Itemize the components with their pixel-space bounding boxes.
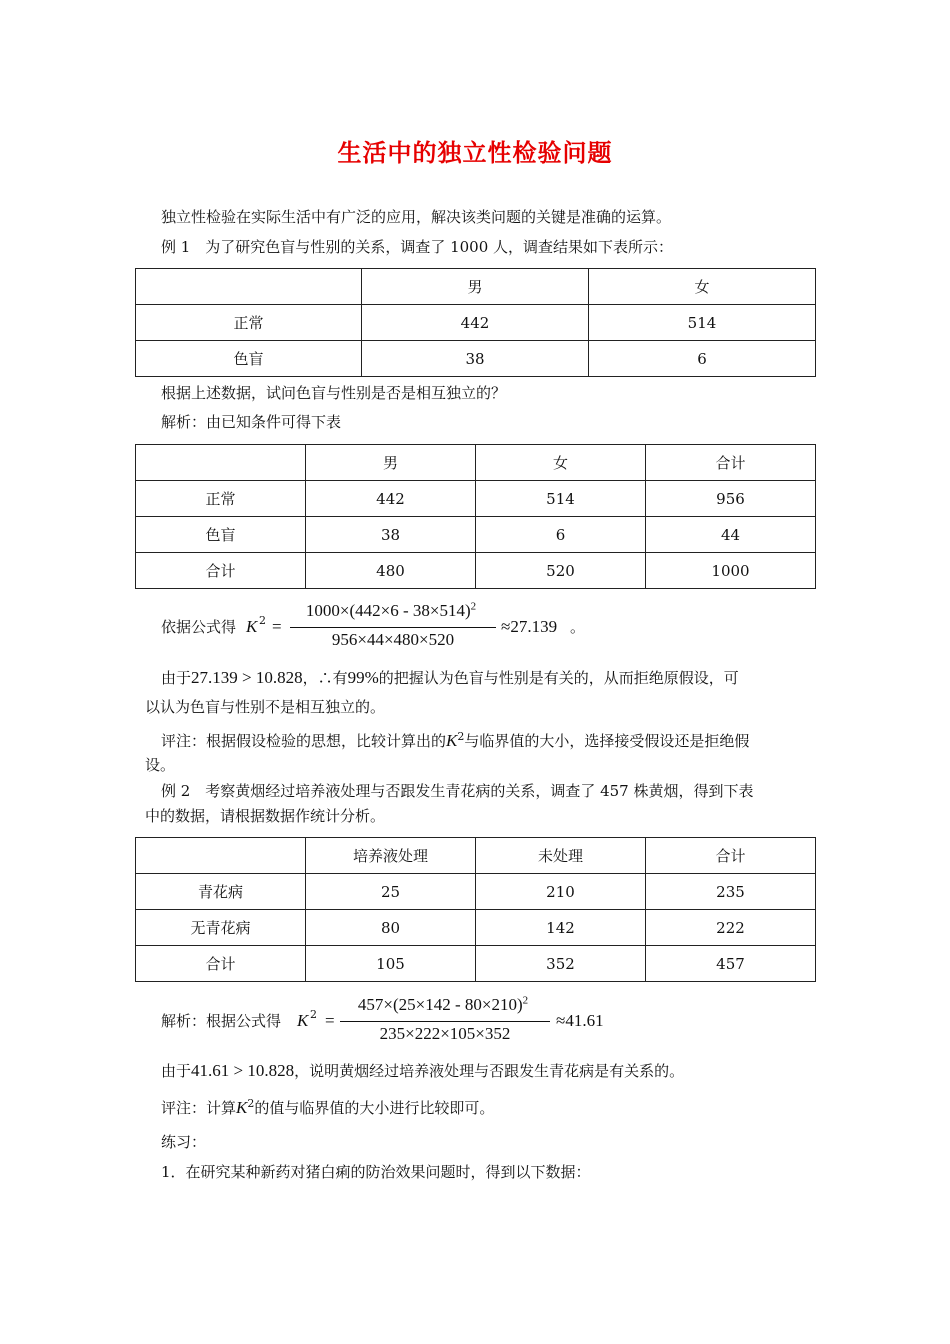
formula-prefix: 解析：根据公式得 — [161, 1012, 282, 1030]
formula-result-suffix: 。 — [570, 618, 586, 636]
table-cell: 480 — [306, 553, 476, 589]
table-row — [136, 553, 816, 589]
text-run: 的把握认为色盲与性别是有关的，从而拒绝原假设，可 — [378, 669, 739, 687]
table-cell: 442 — [306, 481, 476, 517]
example2-conclusion — [161, 1061, 684, 1081]
table-cell: 514 — [476, 481, 646, 517]
table-cell: 520 — [476, 553, 646, 589]
text-run: 由于 — [161, 1062, 192, 1080]
fraction-bar — [290, 627, 496, 628]
text-run: 与临界值的大小，选择接受假设还是拒绝假 — [464, 732, 750, 750]
table-cell: 正常 — [136, 305, 362, 341]
table-row — [136, 946, 816, 982]
comment-var: K — [446, 731, 458, 750]
table-cell: 合计 — [136, 946, 306, 982]
formula-var-exponent: 2 — [310, 1008, 317, 1021]
example1-question: 根据上述数据，试问色盲与性别是否是相互独立的？ — [161, 384, 507, 402]
intro-paragraph: 独立性检验在实际生活中有广泛的应用，解决该类问题的关键是准确的运算。 — [161, 208, 672, 226]
example1-conclusion-line1 — [161, 668, 739, 688]
comment-var: K — [236, 1098, 248, 1117]
text-run: ，∴有 — [302, 669, 348, 687]
example2-prompt-line2: 中的数据，请根据数据作统计分析。 — [145, 807, 386, 825]
table-cell: 6 — [476, 517, 646, 553]
table-cell: 未处理 — [476, 838, 646, 874]
table-cell: 514 — [589, 305, 816, 341]
numerator-exponent: 2 — [522, 994, 529, 1007]
table-row — [136, 910, 816, 946]
formula-denominator: 956×44×480×520 — [331, 630, 455, 649]
table-cell: 男 — [362, 269, 589, 305]
formula-var: K — [297, 1011, 309, 1030]
table-header-row — [136, 445, 816, 481]
table-row — [136, 341, 816, 377]
example1-table2 — [135, 444, 816, 589]
percentage: 99% — [347, 668, 379, 687]
table-cell: 女 — [476, 445, 646, 481]
table-cell: 培养液处理 — [306, 838, 476, 874]
example1-comment-line2: 设。 — [145, 756, 176, 774]
table-header-row — [136, 838, 816, 874]
text-run: 评注：根据假设检验的思想，比较计算出的 — [161, 732, 447, 750]
table-cell: 无青花病 — [136, 910, 306, 946]
text-run: 的值与临界值的大小进行比较即可。 — [254, 1099, 495, 1117]
table-cell: 210 — [476, 874, 646, 910]
table-cell: 合计 — [136, 553, 306, 589]
table-cell: 38 — [306, 517, 476, 553]
table-cell: 442 — [362, 305, 589, 341]
equals-sign: = — [272, 617, 282, 636]
table-cell: 235 — [646, 874, 816, 910]
table-header-row — [136, 269, 816, 305]
formula-var-exponent: 2 — [259, 614, 266, 627]
table-cell: 222 — [646, 910, 816, 946]
comparison: 27.139 > 10.828 — [191, 668, 303, 687]
table-row — [136, 517, 816, 553]
table-cell: 女 — [589, 269, 816, 305]
table-cell: 正常 — [136, 481, 306, 517]
example2-prompt-line1: 例 2 考察黄烟经过培养液处理与否跟发生青花病的关系，调查了 457 株黄烟，得到下表 — [161, 782, 754, 800]
example1-table1 — [135, 268, 816, 377]
table-cell: 142 — [476, 910, 646, 946]
table-cell: 105 — [306, 946, 476, 982]
example1-comment-line1 — [161, 731, 749, 751]
table-cell: 956 — [646, 481, 816, 517]
comment-var-exponent: 2 — [457, 730, 465, 743]
table-row — [136, 874, 816, 910]
table-cell: 25 — [306, 874, 476, 910]
exercise-item-1: 1．在研究某种新药对猪白痢的防治效果问题时，得到以下数据： — [161, 1163, 591, 1181]
table-cell: 38 — [362, 341, 589, 377]
numerator-text: 457×(25×142 - 80×210) — [357, 995, 523, 1014]
table-cell: 合计 — [646, 838, 816, 874]
formula-numerator — [288, 601, 494, 621]
formula-prefix: 依据公式得 — [161, 618, 237, 636]
page-title: 生活中的独立性检验问题 — [337, 139, 613, 167]
table-cell — [136, 445, 306, 481]
example2-table — [135, 837, 816, 982]
formula-result: ≈41.61 — [556, 1011, 604, 1030]
table-row — [136, 481, 816, 517]
text-run: 由于 — [161, 669, 192, 687]
table-cell: 44 — [646, 517, 816, 553]
example1-analysis-intro: 解析：由已知条件可得下表 — [161, 413, 342, 431]
formula-denominator: 235×222×105×352 — [379, 1024, 511, 1043]
table-cell: 色盲 — [136, 341, 362, 377]
numerator-exponent: 2 — [470, 600, 477, 613]
formula-numerator — [338, 995, 548, 1015]
table-cell: 6 — [589, 341, 816, 377]
table-cell: 男 — [306, 445, 476, 481]
formula-result: ≈27.139 — [501, 617, 558, 636]
table-cell: 352 — [476, 946, 646, 982]
table-cell — [136, 269, 362, 305]
comparison: 41.61 > 10.828 — [191, 1061, 295, 1080]
example1-conclusion-line2: 以认为色盲与性别不是相互独立的。 — [145, 698, 386, 716]
exercise-heading: 练习： — [161, 1133, 207, 1151]
example2-comment — [161, 1098, 494, 1118]
comment-var-exponent: 2 — [247, 1097, 255, 1110]
table-cell: 457 — [646, 946, 816, 982]
table-cell: 合计 — [646, 445, 816, 481]
table-cell: 80 — [306, 910, 476, 946]
formula-var: K — [246, 617, 258, 636]
text-run: ，说明黄烟经过培养液处理与否跟发生青花病是有关系的。 — [294, 1062, 685, 1080]
table-cell: 色盲 — [136, 517, 306, 553]
numerator-text: 1000×(442×6 - 38×514) — [305, 601, 471, 620]
table-row — [136, 305, 816, 341]
text-run: 评注：计算 — [161, 1099, 237, 1117]
example1-prompt: 例 1 为了研究色盲与性别的关系，调查了 1000 人，调查结果如下表所示： — [161, 238, 674, 256]
equals-sign: = — [325, 1011, 335, 1030]
fraction-bar — [340, 1021, 550, 1022]
table-cell — [136, 838, 306, 874]
table-cell: 青花病 — [136, 874, 306, 910]
table-cell: 1000 — [646, 553, 816, 589]
